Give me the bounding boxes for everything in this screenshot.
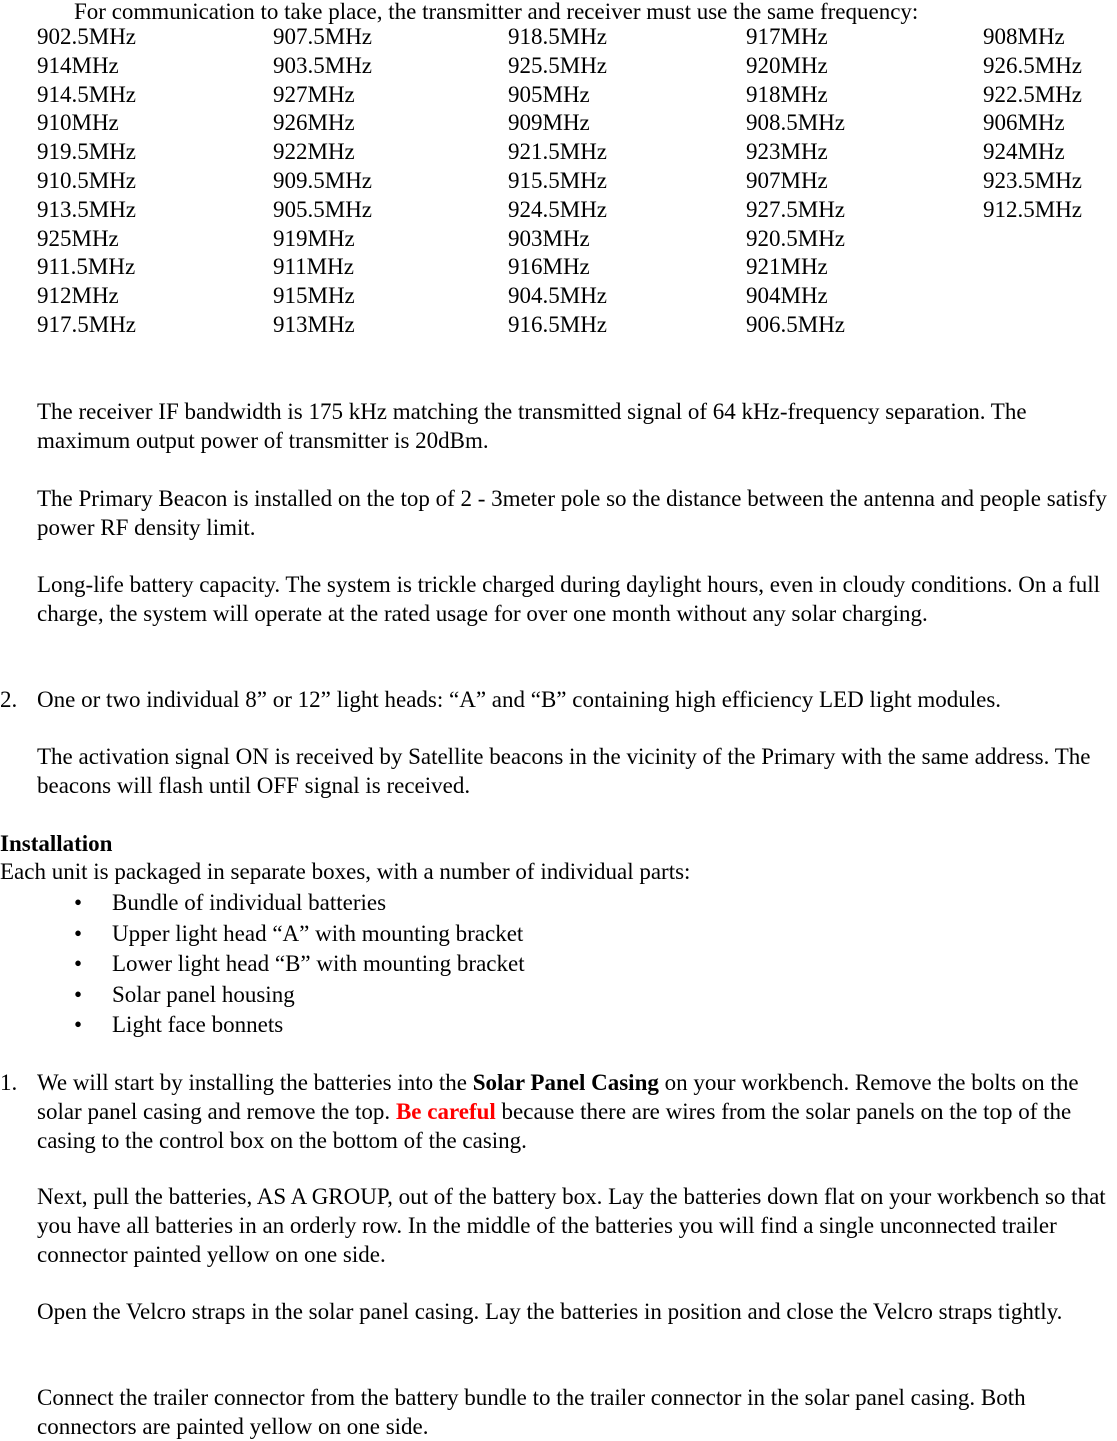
table-row bbox=[37, 225, 1117, 254]
installation-heading: Installation bbox=[0, 831, 113, 856]
frequency-cell: 922.5MHz bbox=[983, 81, 1083, 107]
frequency-cell: 922MHz bbox=[273, 139, 355, 165]
frequency-cell: 914MHz bbox=[37, 52, 119, 78]
step-1-paragraph bbox=[37, 1068, 1117, 1155]
bullet-icon: • bbox=[74, 1012, 83, 1037]
frequency-cell: 917MHz bbox=[746, 24, 828, 49]
frequency-cell: 915.5MHz bbox=[508, 167, 608, 193]
step-1-text-c: because there are wires from the solar panels on the top of the casing to the control box on the bottom of the casing. bbox=[37, 1099, 1072, 1153]
table-row bbox=[37, 23, 1117, 52]
item-2-number: 2. bbox=[0, 687, 18, 712]
activation-text: The activation signal ON is received by Satellite beacons in the vicinity of the Primary with the same address. The beacons will flash until OFF signal is received. bbox=[37, 744, 1091, 798]
battery-text: Long-life battery capacity. The system is trickle charged during daylight hours, even in cloudy conditions. On a full charge, the system will operate at the rated usage for over one month without any solar charging. bbox=[37, 572, 1101, 626]
primary-beacon-text: The Primary Beacon is installed on the top of 2 - 3meter pole so the distance between the antenna and people satisfy power RF density limit. bbox=[37, 486, 1107, 540]
frequency-cell: 914.5MHz bbox=[37, 81, 137, 107]
if-bandwidth-text: The receiver IF bandwidth is 175 kHz matching the transmitted signal of 64 kHz-frequency separation. The maximum output power of transmitter is 20dBm. bbox=[37, 399, 1027, 453]
frequency-cell: 926MHz bbox=[273, 110, 355, 136]
bullet-icon: • bbox=[74, 981, 83, 1007]
frequency-cell: 926.5MHz bbox=[983, 52, 1083, 78]
frequency-cell: 927MHz bbox=[273, 81, 355, 107]
table-row bbox=[37, 138, 1117, 167]
frequency-cell: 909.5MHz bbox=[273, 167, 373, 193]
frequency-cell: 907MHz bbox=[746, 167, 828, 193]
pull-batteries-text: Next, pull the batteries, AS A GROUP, out of the battery box. Lay the batteries down flat on your workbench so that you have all batteries in an orderly row. In the middle of the batteries you will find a single unconnected trailer connector painted yellow on one side. bbox=[37, 1184, 1106, 1267]
item-2-paragraph bbox=[37, 685, 1117, 714]
intro-line: For communication to take place, the transmitter and receiver must use the same frequency: bbox=[74, 0, 919, 24]
table-row bbox=[37, 109, 1117, 138]
frequency-cell: 913.5MHz bbox=[37, 196, 137, 222]
activation-paragraph bbox=[37, 742, 1117, 800]
frequency-cell: 917.5MHz bbox=[37, 311, 137, 337]
step-1-number: 1. bbox=[0, 1070, 18, 1095]
frequency-cell: 903.5MHz bbox=[273, 52, 373, 78]
frequency-cell: 919.5MHz bbox=[37, 139, 137, 165]
frequency-cell: 909MHz bbox=[508, 110, 590, 136]
frequency-cell: 915MHz bbox=[273, 283, 355, 309]
frequency-cell: 910.5MHz bbox=[37, 167, 137, 193]
battery-paragraph bbox=[37, 570, 1117, 628]
frequency-cell: 916MHz bbox=[508, 254, 590, 280]
frequency-cell: 923.5MHz bbox=[983, 167, 1083, 193]
table-row bbox=[37, 253, 1117, 282]
solar-panel-casing-term: Solar Panel Casing bbox=[472, 1070, 659, 1095]
frequency-cell: 913MHz bbox=[273, 311, 355, 337]
frequency-cell: 920.5MHz bbox=[746, 225, 846, 251]
table-row bbox=[37, 52, 1117, 81]
bullet-icon: • bbox=[74, 890, 83, 915]
frequency-cell: 925.5MHz bbox=[508, 52, 608, 78]
installation-intro: Each unit is packaged in separate boxes, with a number of individual parts: bbox=[0, 859, 691, 884]
frequency-cell: 923MHz bbox=[746, 139, 828, 165]
frequency-cell: 908.5MHz bbox=[746, 110, 846, 136]
bullet-icon: • bbox=[74, 951, 83, 976]
velcro-text: Open the Velcro straps in the solar panel casing. Lay the batteries in position and close the Velcro straps tightly. bbox=[37, 1299, 1063, 1324]
frequency-cell: 927.5MHz bbox=[746, 196, 846, 222]
frequency-cell: 924MHz bbox=[983, 139, 1065, 165]
frequency-cell: 916.5MHz bbox=[508, 311, 608, 337]
frequency-cell: 919MHz bbox=[273, 225, 355, 251]
table-row bbox=[37, 311, 1117, 340]
frequency-cell: 905MHz bbox=[508, 81, 590, 107]
table-row bbox=[37, 81, 1117, 110]
bullet-icon: • bbox=[74, 920, 83, 946]
pull-batteries-paragraph bbox=[37, 1182, 1117, 1269]
frequency-cell: 905.5MHz bbox=[273, 196, 373, 222]
frequency-cell: 906.5MHz bbox=[746, 311, 846, 337]
connect-paragraph bbox=[37, 1383, 1117, 1441]
connect-text: Connect the trailer connector from the battery bundle to the trailer connector in the solar panel casing. Both connectors are painted yellow on one side. bbox=[37, 1385, 1026, 1439]
frequency-cell: 910MHz bbox=[37, 110, 119, 136]
frequency-cell: 908MHz bbox=[983, 24, 1065, 49]
document-page: For communication to take place, the transmitter and receiver must use the same frequency: 902.5MHz 907.5MHz 918.5MHz 917MHz 908MHz 914MHz 903.5MHz 925.5MHz 920MHz 926.5MHz 914.5MHz 927MHz 905MHz 918MHz 922.5MHz 910MHz 926MHz 909MHz 908.5MHz 906MHz 919.5MHz 922MHz 921.5MHz 923MHz 924MHz 910.5MHz 909.5MHz 915.5MHz 907MHz 923.5MHz 913.5MHz 905.5MHz 924.5MHz 927.5MHz 912.5MHz 925MHz 919MHz 903MHz 920.5MHz 911.5MHz 911MHz 916MHz 921MHz 912MHz 915MHz 904.5MHz 904MHz 917.5MHz 913MHz 916.5MHz 906.5MHz The receiver IF bandwidth is 175 kHz matching the transmitted signal of 64 kHz-frequency separation. The maximum output power of transmitter is 20dBm. The Primary Beacon is installed on the top of 2 - 3meter pole so the distance between the antenna and people satisfy power RF density limit. Long-life battery capacity. The system is trickle charged during daylight hours, even in cloudy conditions. On a full charge, the system will operate at the rated usage for over one month without any solar charging. 2. One or two individual 8” or 12” light heads: “A” and “B” containing high efficiency LED light modules. The activation signal ON is received by Satellite beacons in the vicinity of the Primary with the same address. The beacons will flash until OFF signal is received. Installation Each unit is packaged in separate boxes, with a number of individual parts: • Bundle of individual batteries • Upper light head “A” with mounting bracket • Lower light head “B” with mounting bracket • Solar panel housing • Light face bonnets 1. We will start by installing the batteries into the Solar Panel Casing on your workbench. Remove the bolts on the solar panel casing and remove the top. Be careful because there are wires from the solar panels on the top of the casing to the control box on the bottom of the casing. Next, pull the batteries, AS A GROUP, out of the battery box. Lay the batteries down flat on your workbench so that you have all batteries in an orderly row. In the middle of the batteries you will find a single unconnected trailer connector painted yellow on one side. Open the Velcro straps in the solar panel casing. Lay the batteries in position and close the Velcro straps tightly. Connect the trailer connector from the battery bundle to the trailer connector in the solar panel casing. Both connectors are painted yellow on one side. bbox=[0, 0, 1117, 1440]
step-1-text-b: on your workbench. Remove the bolts on the solar panel casing and remove the top. bbox=[37, 1070, 1079, 1124]
primary-beacon-paragraph bbox=[37, 484, 1117, 542]
frequency-cell: 918.5MHz bbox=[508, 24, 608, 49]
table-row bbox=[37, 196, 1117, 225]
frequency-cell: 921.5MHz bbox=[508, 139, 608, 165]
frequency-cell: 921MHz bbox=[746, 254, 828, 280]
step-1-text-a: We will start by installing the batteries into the bbox=[37, 1070, 473, 1095]
frequency-cell: 925MHz bbox=[37, 225, 119, 251]
frequency-cell: 904MHz bbox=[746, 283, 828, 309]
if-bandwidth-paragraph bbox=[37, 397, 1117, 455]
item-2-text: One or two individual 8” or 12” light heads: “A” and “B” containing high efficiency LED light modules. bbox=[37, 687, 1002, 712]
frequency-cell: 911.5MHz bbox=[37, 254, 136, 280]
frequency-cell: 912.5MHz bbox=[983, 196, 1083, 222]
frequency-cell: 924.5MHz bbox=[508, 196, 608, 222]
frequency-table bbox=[37, 23, 1117, 340]
frequency-cell: 912MHz bbox=[37, 283, 119, 309]
frequency-cell: 918MHz bbox=[746, 81, 828, 107]
frequency-cell: 904.5MHz bbox=[508, 283, 608, 309]
velcro-paragraph bbox=[37, 1297, 1117, 1326]
frequency-cell: 920MHz bbox=[746, 52, 828, 78]
table-row bbox=[37, 167, 1117, 196]
be-careful-warning: Be careful bbox=[395, 1099, 496, 1124]
frequency-cell: 911MHz bbox=[273, 254, 354, 280]
frequency-cell: 906MHz bbox=[983, 110, 1065, 136]
frequency-cell: 903MHz bbox=[508, 225, 590, 251]
table-row bbox=[37, 282, 1117, 311]
frequency-cell: 907.5MHz bbox=[273, 24, 373, 49]
frequency-cell: 902.5MHz bbox=[37, 24, 137, 49]
